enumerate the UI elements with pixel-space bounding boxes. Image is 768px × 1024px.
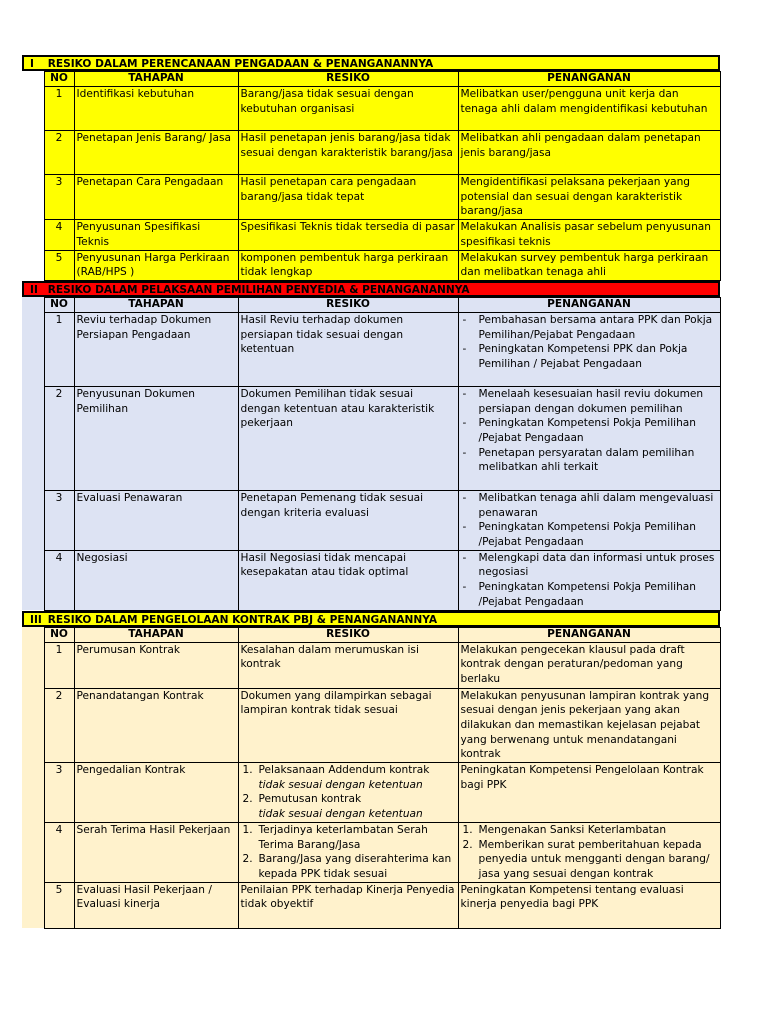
header-no: NO [44,72,74,87]
table-row [22,386,720,490]
row-tahapan: Reviu terhadap Dokumen Persiapan Pengadaan [74,312,238,386]
row-resiko [238,763,458,823]
row-tahapan: Identifikasi kebutuhan [74,87,238,131]
row-no: 2 [44,131,74,175]
row-no: 3 [44,763,74,823]
header-resiko: RESIKO [238,297,458,312]
row-tahapan: Penyusunan Dokumen Pemilihan [74,386,238,490]
header-tahapan: TAHAPAN [74,627,238,642]
section-title-text: RESIKO DALAM PENGELOLAAN KONTRAK PBJ & PENANGANANNYA [47,613,438,626]
row-no: 4 [44,822,74,882]
table-row [22,642,720,688]
row-resiko: Penilaian PPK terhadap Kinerja Penyedia tidak obyektif [238,882,458,928]
row-penanganan [458,822,720,882]
risk-table [22,71,721,281]
row-no: 4 [44,550,74,610]
table-row [22,490,720,550]
table-header-row [22,297,720,312]
header-resiko: RESIKO [238,72,458,87]
row-resiko: Hasil penetapan cara pengadaan barang/jasa tidak tepat [238,175,458,220]
row-tahapan: Penandatangan Kontrak [74,688,238,763]
list-item: 2. Barang/Jasa yang diserahterima kan kepada PPK tidak sesuai [242,853,452,880]
row-penanganan: Peningkatan Kompetensi Pengelolaan Kontrak bagi PPK [458,763,720,823]
list-item: - Peningkatan Kompetensi Pokja Pemilihan /Pejabat Pengadaan [461,416,718,445]
list-item: 1. Pelaksanaan Addendum kontrak tidak sesuai dengan ketentuan [242,764,430,791]
section-number: II [30,283,38,296]
list-item: 2. Memberikan surat pemberitahuan kepada penyedia untuk mengganti dengan barang/ jasa yang sesuai dengan kontrak [462,838,710,880]
section-title-text: RESIKO DALAM PERENCANAAN PENGADAAN & PENANGANANNYA [47,58,434,70]
list-item: - Menelaah kesesuaian hasil reviu dokumen persiapan dengan dokumen pemilihan [461,387,718,416]
row-penanganan [458,550,720,610]
list-item: - Peningkatan Kompetensi Pokja Pemilihan /Pejabat Pengadaan [461,520,718,549]
header-tahapan: TAHAPAN [74,72,238,87]
header-tahapan: TAHAPAN [74,297,238,312]
row-penanganan [458,386,720,490]
header-penanganan: PENANGANAN [458,627,720,642]
table-row [22,250,720,280]
row-penanganan [458,312,720,386]
row-resiko: Hasil Negosiasi tidak mencapai kesepakatan atau tidak optimal [238,550,458,610]
table-row [22,220,720,250]
list-item: - Pembahasan bersama antara PPK dan Pokja Pemilihan/Pejabat Pengadaan [461,313,718,342]
section-title-text: RESIKO DALAM PELAKSAAN PEMILIHAN PENYEDIA & PENANGANANNYA [47,283,470,296]
row-penanganan: Melakukan pengecekan klausul pada draft kontrak dengan peraturan/pedoman yang berlaku [458,642,720,688]
row-penanganan: Melakukan Analisis pasar sebelum penyusunan spesifikasi teknis [458,220,720,250]
section-title [22,55,720,71]
row-resiko: Kesalahan dalam merumuskan isi kontrak [238,642,458,688]
risk-table [22,297,721,611]
risk-document [22,55,720,929]
header-penanganan: PENANGANAN [458,297,720,312]
row-tahapan: Evaluasi Penawaran [74,490,238,550]
list-item: - Peningkatan Kompetensi PPK dan Pokja Pemilihan / Pejabat Pengadaan [461,342,718,371]
row-tahapan: Penyusunan Spesifikasi Teknis [74,220,238,250]
row-penanganan: Melakukan penyusunan lampiran kontrak yang sesuai dengan jenis pekerjaan yang akan dilakukan dan memastikan kejelasan pejabat yang berwenang untuk menandatangani kontrak [458,688,720,763]
row-resiko: Dokumen Pemilihan tidak sesuai dengan ketentuan atau karakteristik pekerjaan [238,386,458,490]
row-resiko: Spesifikasi Teknis tidak tersedia di pasar [238,220,458,250]
row-penanganan: Melakukan survey pembentuk harga perkiraan dan melibatkan tenaga ahli [458,250,720,280]
header-no: NO [44,297,74,312]
table-row [22,175,720,220]
section-kontrak [22,611,720,929]
row-resiko: komponen pembentuk harga perkiraan tidak lengkap [238,250,458,280]
row-resiko: Barang/jasa tidak sesuai dengan kebutuhan organisasi [238,87,458,131]
section-pemilihan [22,281,720,611]
section-title [22,281,720,297]
row-resiko [238,822,458,882]
section-number: I [30,58,34,70]
section-title [22,611,720,627]
row-no: 1 [44,87,74,131]
row-no: 5 [44,250,74,280]
table-row [22,550,720,610]
row-tahapan: Evaluasi Hasil Pekerjaan / Evaluasi kinerja [74,882,238,928]
row-tahapan: Penyusunan Harga Perkiraan (RAB/HPS ) [74,250,238,280]
list-item: - Penetapan persyaratan dalam pemilihan melibatkan ahli terkait [461,446,718,475]
table-row [22,822,720,882]
risk-table [22,627,721,929]
row-penanganan: Melibatkan ahli pengadaan dalam penetapan jenis barang/jasa [458,131,720,175]
table-header-row [22,72,720,87]
section-number: III [30,613,42,626]
table-row [22,131,720,175]
row-tahapan: Negosiasi [74,550,238,610]
list-item: - Melengkapi data dan informasi untuk proses negosiasi [461,551,718,580]
header-penanganan: PENANGANAN [458,72,720,87]
row-penanganan: Mengidentifikasi pelaksana pekerjaan yang potensial dan sesuai dengan karakteristik barang/jasa [458,175,720,220]
list-item: 1. Terjadinya keterlambatan Serah Terima Barang/Jasa [242,823,428,851]
table-row [22,882,720,928]
row-tahapan: Penetapan Jenis Barang/ Jasa [74,131,238,175]
section-perencanaan [22,55,720,281]
row-no: 2 [44,688,74,763]
list-item: - Melibatkan tenaga ahli dalam mengevaluasi penawaran [461,491,718,520]
list-item: 1. Mengenakan Sanksi Keterlambatan [462,823,667,836]
row-no: 3 [44,490,74,550]
table-row [22,688,720,763]
row-no: 5 [44,882,74,928]
row-penanganan [458,490,720,550]
row-no: 4 [44,220,74,250]
table-header-row [22,627,720,642]
row-tahapan: Pengedalian Kontrak [74,763,238,823]
row-tahapan: Perumusan Kontrak [74,642,238,688]
row-penanganan: Peningkatan Kompetensi tentang evaluasi kinerja penyedia bagi PPK [458,882,720,928]
row-resiko: Dokumen yang dilampirkan sebagai lampiran kontrak tidak sesuai [238,688,458,763]
row-resiko: Penetapan Pemenang tidak sesuai dengan kriteria evaluasi [238,490,458,550]
row-tahapan: Serah Terima Hasil Pekerjaan [74,822,238,882]
row-no: 1 [44,642,74,688]
row-no: 1 [44,312,74,386]
row-no: 2 [44,386,74,490]
table-row [22,312,720,386]
list-item: - Peningkatan Kompetensi Pokja Pemilihan /Pejabat Pengadaan [461,580,718,609]
row-tahapan: Penetapan Cara Pengadaan [74,175,238,220]
row-penanganan: Melibatkan user/pengguna unit kerja dan tenaga ahli dalam mengidentifikasi kebutuhan [458,87,720,131]
row-resiko: Hasil Reviu terhadap dokumen persiapan tidak sesuai dengan ketentuan [238,312,458,386]
list-item: 2. Pemutusan kontrak tidak sesuai dengan ketentuan [242,793,423,821]
table-row [22,763,720,823]
header-no: NO [44,627,74,642]
row-resiko: Hasil penetapan jenis barang/jasa tidak sesuai dengan karakteristik barang/jasa [238,131,458,175]
header-resiko: RESIKO [238,627,458,642]
table-row [22,87,720,131]
row-no: 3 [44,175,74,220]
